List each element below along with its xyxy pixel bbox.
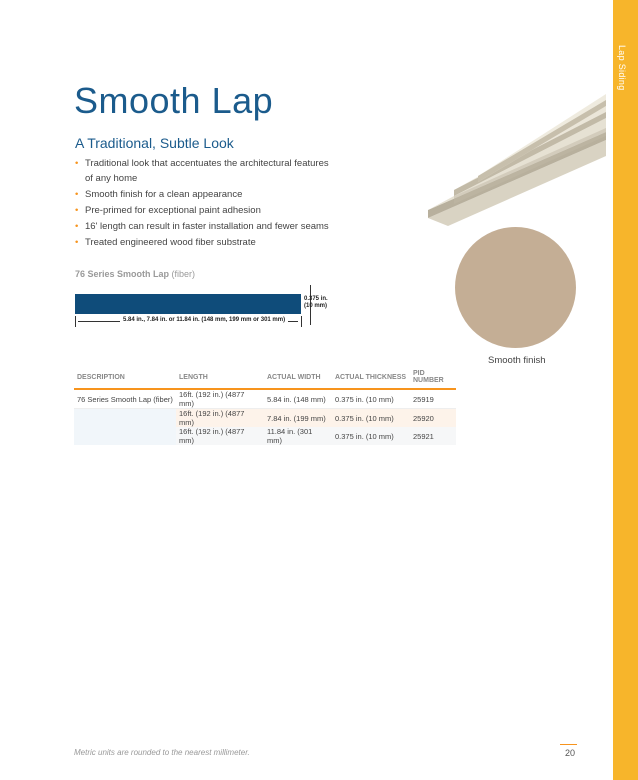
cell-pid-number: 25920 bbox=[410, 409, 456, 428]
cell-actual-thickness: 0.375 in. (10 mm) bbox=[332, 427, 410, 445]
cell-length: 16ft. (192 in.) (4877 mm) bbox=[176, 427, 264, 445]
cell-pid-number: 25919 bbox=[410, 389, 456, 409]
thickness-label bbox=[304, 296, 328, 310]
cell-description: 76 Series Smooth Lap (fiber) bbox=[74, 389, 176, 409]
page-subtitle: A Traditional, Subtle Look bbox=[75, 135, 234, 151]
side-tab-label: Lap Siding bbox=[617, 45, 627, 91]
header-length: LENGTH bbox=[176, 366, 264, 389]
feature-item: • Pre-primed for exceptional paint adhesion bbox=[75, 204, 335, 219]
width-tick-right bbox=[301, 316, 302, 327]
feature-list bbox=[75, 157, 335, 252]
specs-table bbox=[74, 366, 456, 445]
cell-actual-width: 11.84 in. (301 mm) bbox=[264, 427, 332, 445]
feature-item: • Treated engineered wood fiber substrate bbox=[75, 236, 335, 251]
cell-description bbox=[74, 427, 176, 445]
header-description: DESCRIPTION bbox=[74, 366, 176, 389]
cell-length: 16ft. (192 in.) (4877 mm) bbox=[176, 389, 264, 409]
cell-actual-width: 5.84 in. (148 mm) bbox=[264, 389, 332, 409]
feature-item: • Smooth finish for a clean appearance bbox=[75, 188, 335, 203]
cell-description bbox=[74, 409, 176, 428]
thickness-inches: 0.375 in. bbox=[304, 296, 328, 302]
table-header-row bbox=[74, 366, 456, 389]
side-tab bbox=[613, 0, 638, 780]
table-row bbox=[74, 409, 456, 428]
series-name: 76 Series Smooth Lap bbox=[75, 269, 170, 279]
cell-actual-thickness: 0.375 in. (10 mm) bbox=[332, 389, 410, 409]
page-title: Smooth Lap bbox=[74, 80, 274, 121]
header-actual-width: ACTUAL WIDTH bbox=[264, 366, 332, 389]
page-number-rule bbox=[560, 744, 577, 745]
series-suffix: (fiber) bbox=[171, 269, 196, 279]
page-number: 20 bbox=[565, 748, 576, 758]
footnote: Metric units are rounded to the nearest millimeter. bbox=[74, 748, 250, 757]
cell-length: 16ft. (192 in.) (4877 mm) bbox=[176, 409, 264, 428]
header-actual-thickness: ACTUAL THICKNESS bbox=[332, 366, 410, 389]
thickness-mm: (10 mm) bbox=[304, 303, 328, 309]
feature-item: • Traditional look that accentuates the architectural features of any home bbox=[75, 157, 335, 186]
cell-pid-number: 25921 bbox=[410, 427, 456, 445]
siding-boards-image bbox=[418, 78, 608, 228]
table-row bbox=[74, 389, 456, 409]
cell-actual-thickness: 0.375 in. (10 mm) bbox=[332, 409, 410, 428]
profile-bar bbox=[75, 294, 301, 314]
finish-label: Smooth finish bbox=[488, 355, 546, 366]
series-heading bbox=[75, 269, 195, 279]
width-label: 5.84 in., 7.84 in. or 11.84 in. (148 mm, 199 mm or 301 mm) bbox=[120, 317, 288, 323]
cell-actual-width: 7.84 in. (199 mm) bbox=[264, 409, 332, 428]
header-pid-number: PID NUMBER bbox=[410, 366, 456, 389]
table-row bbox=[74, 427, 456, 445]
feature-item: • 16' length can result in faster installation and fewer seams bbox=[75, 220, 335, 235]
smooth-finish-swatch bbox=[455, 227, 576, 348]
width-tick-left bbox=[75, 316, 76, 327]
